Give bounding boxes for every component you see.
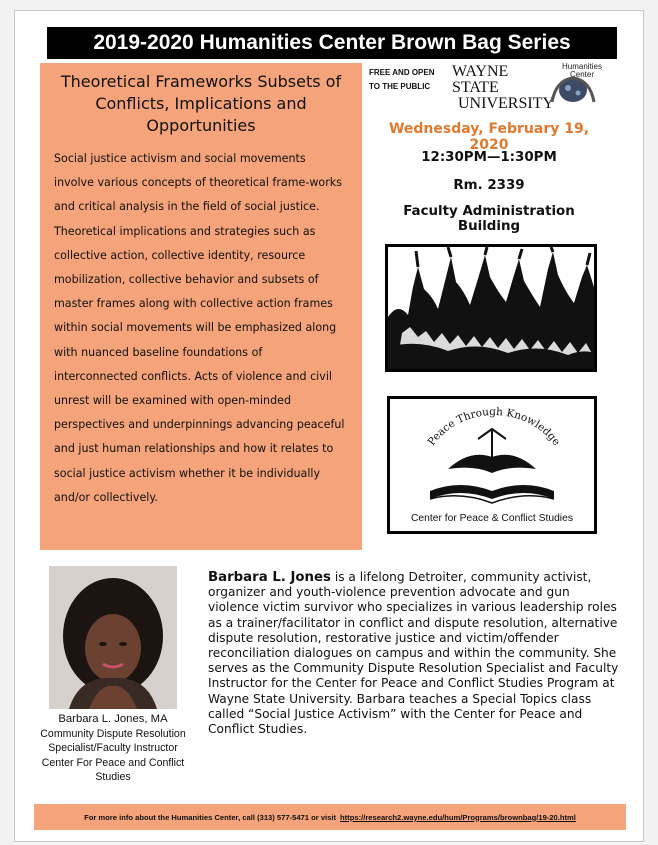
svg-text:Peace Through Knowledge bbox=[426, 406, 563, 448]
peace-through-knowledge-logo bbox=[387, 396, 597, 534]
free-line-2: TO THE PUBLIC bbox=[369, 82, 431, 91]
event-building: Faculty Administration Building bbox=[403, 204, 575, 234]
free-public-notice bbox=[369, 66, 444, 94]
humanities-center-logo bbox=[542, 62, 604, 104]
speaker-portrait-icon bbox=[49, 566, 177, 709]
peace-arc-text: Peace Through Knowledge bbox=[425, 405, 563, 448]
speaker-title-2: Specialist/Faculty Instructor bbox=[48, 742, 178, 755]
talk-title: Theoretical Frameworks Subsets of Conflicts, Implications and Opportunities bbox=[60, 72, 342, 135]
speaker-name: Barbara L. Jones, MA bbox=[58, 713, 168, 725]
event-time: 12:30PM—1:30PM bbox=[421, 150, 557, 165]
series-title: 2019-2020 Humanities Center Brown Bag Series bbox=[93, 31, 571, 54]
wayne-state-logo bbox=[452, 63, 554, 112]
bio-text: is a lifelong Detroiter, community activist, organizer and youth-violence prevention advocate and gun violence victim survivor who specializes in various leadership roles as a trainer/facilitator in conflict and dispute resolution, alternative dispute resolution, restorative justice and victim/offender reconciliation dialogues on campus and within the community. She serves as the Community Dispute Resolution Specialist and Faculty Instructor for the Center for Peace and Conflict Studies Program at Wayne State University. Barbara teaches a Special Topics class called “Social Justice Activism” with the Center for Peace and Conflict Studies. bbox=[208, 570, 619, 737]
footer-info-bar bbox=[34, 804, 626, 830]
hc-line-2: Center bbox=[569, 70, 595, 79]
speaker-title-4: Studies bbox=[95, 771, 131, 784]
talk-abstract: Social justice activism and social movements involve various concepts of theoretical frame-works and critical analysis in the field of social justice. Theoretical implications and strategies such as collective action, collective identity, resource mobilization, collective behavior and subsets of master frames along with collective action frames within social movements will be emphasized along with nuanced baseline foundations of interconnected conflicts. Acts of violence and civil unrest will be examined with open-minded perspectives and underpinnings advancing peaceful and just human relationships and how it relates to social justice activism whether it be individually and/or collectively. bbox=[54, 152, 345, 504]
free-line-1: FREE AND OPEN bbox=[369, 68, 435, 77]
footer-link[interactable]: https://research2.wayne.edu/hum/Programs/brownbag/19-20.html bbox=[340, 812, 576, 822]
protest-crowd-illustration bbox=[385, 244, 597, 372]
event-room: Rm. 2339 bbox=[453, 178, 525, 193]
event-date: Wednesday, February 19, 2020 bbox=[388, 121, 590, 153]
wsu-line-1: WAYNE STATE bbox=[452, 63, 509, 96]
speaker-caption bbox=[32, 712, 194, 785]
speaker-title-3: Center For Peace and Conflict bbox=[41, 756, 185, 769]
wsu-line-2: UNIVERSITY bbox=[458, 95, 554, 112]
speaker-bio bbox=[208, 570, 622, 737]
bio-name: Barbara L. Jones bbox=[208, 570, 331, 585]
peace-caption: Center for Peace & Conflict Studies bbox=[411, 513, 573, 524]
series-title-bar bbox=[47, 27, 617, 59]
abstract-box bbox=[40, 63, 362, 550]
hc-line-1: Humanities bbox=[561, 62, 603, 71]
peace-dove-book-icon bbox=[390, 399, 594, 531]
footer-text: For more info about the Humanities Center, call (313) 577-5471 or visit bbox=[84, 812, 337, 822]
speaker-photo bbox=[49, 566, 177, 709]
crowd-silhouette-icon bbox=[388, 247, 594, 369]
speaker-title-1: Community Dispute Resolution bbox=[40, 727, 186, 740]
